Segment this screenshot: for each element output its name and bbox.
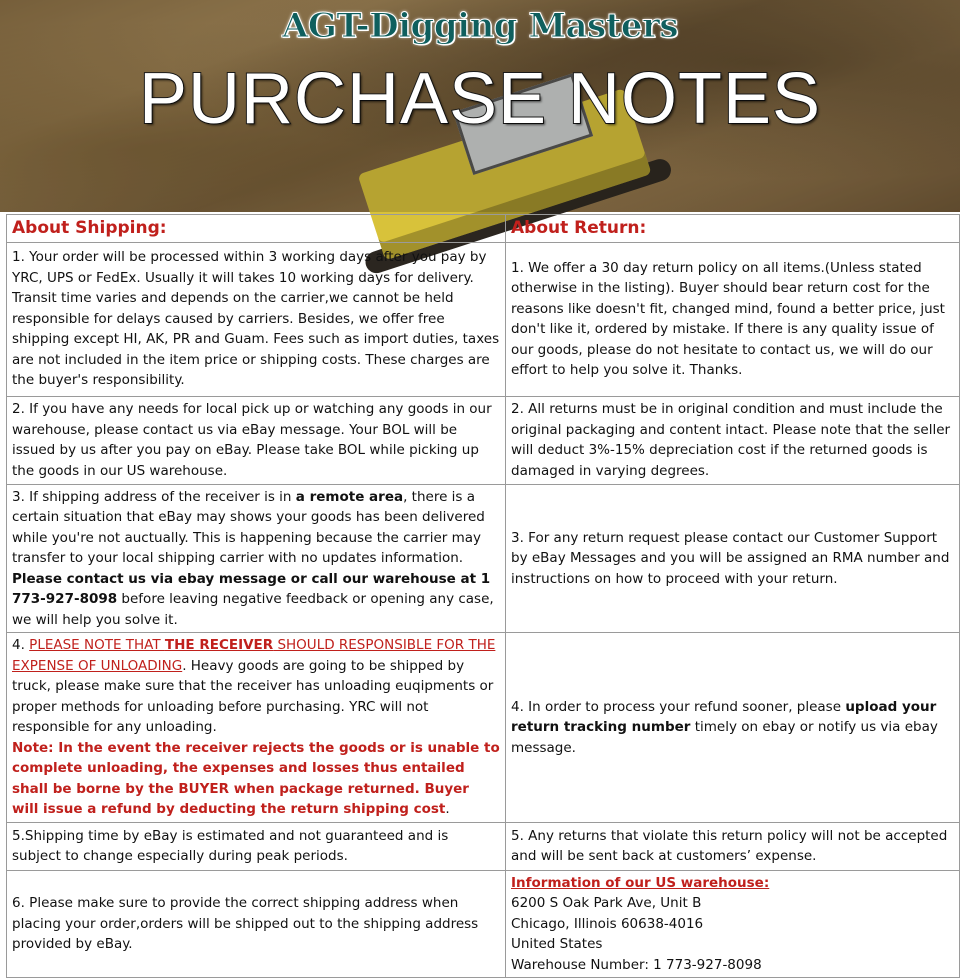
- shipping-item-1: 1. Your order will be processed within 3 working days after you pay by YRC, UPS or FedEx. Usually it will takes 10 working days for delivery. Transit time varies and depends on the carrier,we cannot be held responsible for delays caused by carriers. Besides, we offer free shipping except HI, AK, PR and Guam. Fees such as import duties, taxes are not included in the item price or shipping costs. These charges are the buyer's responsibility.: [7, 242, 506, 396]
- shipping-item-6: 6. Please make sure to provide the correct shipping address when placing your order,orders will be shipped out to the shipping address provided by eBay.: [7, 870, 506, 978]
- shipping-heading: About Shipping:: [7, 215, 506, 243]
- return-item-4: 4. In order to process your refund sooner, please upload your return tracking number timely on ebay or notify us via ebay message.: [506, 633, 960, 823]
- warehouse-phone: Warehouse Number: 1 773-927-8098: [511, 956, 762, 973]
- return-item-2: 2. All returns must be in original condition and must include the original packaging and content intact. Please note that the seller will deduct 3%-15% depreciation cost if the returned goods is damaged in varying degrees.: [506, 396, 960, 484]
- shipping-item-3: 3. If shipping address of the receiver is in a remote area, there is a certain situation that eBay may shows your goods has been delivered while you're not auctually. This is happening because the carrier may transfer to your local shipping carrier with no updates information. Please contact us via ebay message or call our warehouse at 1 773-927-8098 before leaving negative feedback or opening any case, we will help you solve it.: [7, 484, 506, 633]
- header-banner: [0, 0, 960, 212]
- notes-table: [6, 214, 960, 978]
- warehouse-address-line-2: Chicago, Illinois 60638-4016: [511, 915, 704, 932]
- shipping-item-5: 5.Shipping time by eBay is estimated and not guaranteed and is subject to change especially during peak periods.: [7, 822, 506, 870]
- return-item-3: 3. For any return request please contact our Customer Support by eBay Messages and you will be assigned an RMA number and instructions on how to proceed with your return.: [506, 484, 960, 633]
- warehouse-info: [506, 870, 960, 978]
- warehouse-address-line-1: 6200 S Oak Park Ave, Unit B: [511, 895, 702, 911]
- return-heading: About Return:: [506, 215, 960, 243]
- shipping-item-4: 4. PLEASE NOTE THAT THE RECEIVER SHOULD RESPONSIBLE FOR THE EXPENSE OF UNLOADING. Heavy goods are going to be shipped by truck, please make sure that the receiver has unloading euqipments or proper methods for unloading before purchasing. YRC will not responsible for any unloading. Note: In the event the receiver rejects the goods or is unable to complete unloading, the expenses and losses thus entailed shall be borne by the BUYER when package returned. Buyer will issue a refund by deducting the return shipping cost.: [7, 633, 506, 823]
- unloading-note: Note: In the event the receiver rejects the goods or is unable to complete unloading, the expenses and losses thus entailed shall be borne by the BUYER when package returned. Buyer will issue a refund by deducting the return shipping cost: [12, 739, 500, 817]
- brand-name: AGT-Digging Masters: [281, 6, 679, 46]
- warehouse-heading: Information of our US warehouse:: [511, 874, 770, 891]
- shipping-item-2: 2. If you have any needs for local pick up or watching any goods in our warehouse, please contact us via eBay message. Your BOL will be issued by us after you pay on eBay. Please take BOL while picking up the goods in our US warehouse.: [7, 396, 506, 484]
- warehouse-country: United States: [511, 936, 603, 952]
- return-item-1: 1. We offer a 30 day return policy on all items.(Unless stated otherwise in the listing). Buyer should bear return cost for the reasons like doesn't fit, changed mind, found a better price, just don't like it, ordered by mistake. If there is any quality issue of our goods, please do not hesitate to contact us, we will do our effort to help you solve it. Thanks.: [506, 242, 960, 396]
- page-title: PURCHASE NOTES: [138, 59, 822, 139]
- return-item-5: 5. Any returns that violate this return policy will not be accepted and will be sent back at customers’ expense.: [506, 822, 960, 870]
